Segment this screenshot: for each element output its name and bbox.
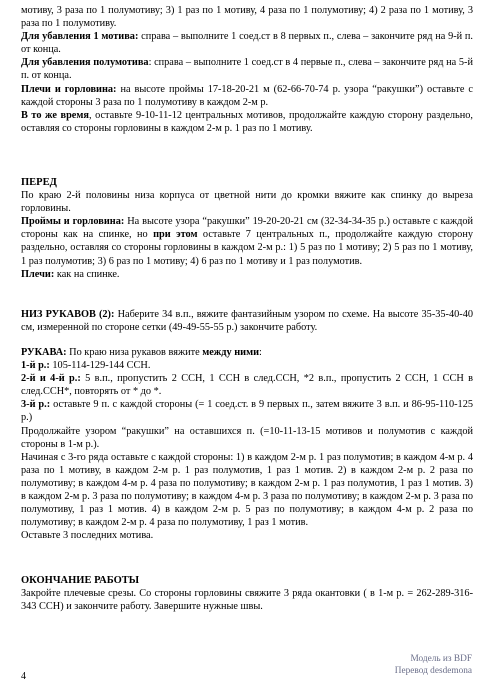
front-intro: По краю 2-й половины низа корпуса от цветной нити до кромки вяжите как спинку до выреза горловины. — [21, 190, 473, 215]
translation-credit: Перевод desdemona — [394, 666, 472, 676]
sleeve-last-paragraph: Оставьте 3 последних мотива. — [21, 530, 154, 542]
half-motif-decrease-label: Для убавления полумотива — [21, 57, 149, 69]
back-section-continued — [21, 4, 473, 135]
front-shoulders-label: Плечи: — [21, 268, 55, 280]
decrease-sequence-tail: мотиву, 3 раза по 1 полумотиву; 3) 1 раз по 1 мотиву, 4 раза по 1 полумотиву; 4) 2 раза по 1 мотиву, 3 раза по 1 полумотиву. — [21, 5, 473, 30]
motif-decrease-paragraph: Для убавления 1 мотива: справа – выполните 1 соед.ст в 8 первых п., слева – закончите ряд на 9-й п. от конца. — [21, 31, 473, 56]
model-source: Модель из BDF — [410, 654, 472, 664]
front-armholes-paragraph: Проймы и горловина: На высоте узора “ракушки” 19-20-20-21 см (32-34-34-35 р.) оставьте с каждой стороны как на спинке, но при этом оставьте 7 центральных п., продолжайте каждую сторону раздельно, оставляя со стороны горловины в каждом 2-м р.: 1) 5 раз по 1 мотиву; 2) 5 раз по 1 мотиву, 1 раз полумотив; 3) 6 раз по 1 мотиву; 4) 6 раз по 1 мотиву и 1 раз полумотив. — [21, 216, 473, 267]
half-motif-decrease-paragraph: Для убавления полумотива: справа – выполните 1 соед.ст в 4 первые п., слева – закончите ряд на 5-й п. от конца. — [21, 57, 473, 82]
front-shoulders-paragraph: Плечи: как на спинке. — [21, 268, 120, 280]
motif-decrease-label: Для убавления 1 мотива: — [21, 31, 139, 43]
front-armholes-label: Проймы и горловина: — [21, 216, 125, 228]
sleeve-row-1: 1-й р.: 105-114-129-144 ССН. — [21, 360, 151, 372]
back-shoulders-paragraph: Плечи и горловина: на высоте проймы 17-18-20-21 м (62-66-70-74 р. узора “ракушки”) оставьте с каждой стороны 3 раза по 1 полумотиву в каждом 2-м р. — [21, 83, 473, 108]
sleeve-row-3: 3-й р.: оставьте 9 п. с каждой стороны (= 1 соед.ст. в 9 первых п., затем вяжите 3 в.п. и 86-95-110-125 р.) — [21, 399, 473, 424]
back-shoulders-label: Плечи и горловина: — [21, 83, 117, 95]
page-number: 4 — [21, 671, 26, 682]
finishing-heading: ОКОНЧАНИЕ РАБОТЫ — [21, 575, 140, 586]
sleeves-heading: РУКАВА: — [21, 347, 67, 358]
sleeve-row-2-4: 2-й и 4-й р.: 5 в.п., пропустить 2 ССН, 1 ССН в след.ССН, *2 в.п., пропустить 2 ССН, 1 ССН в след.ССН*, повторять от * до *. — [21, 373, 474, 398]
credits — [395, 653, 472, 677]
same-time-label: В то же время — [21, 109, 89, 121]
sleeves-section — [21, 346, 473, 542]
front-heading: ПЕРЕД — [21, 177, 57, 188]
sleeve-bottom-paragraph: НИЗ РУКАВОВ (2): Наберите 34 в.п., вяжите фантазийным узором по схеме. На высоте 35-35-40-40 см, измеренной по стороне сетки (49-49-55-55 р.) закончите работу. — [21, 309, 473, 334]
finishing-section — [21, 574, 473, 613]
sleeves-intro-paragraph: РУКАВА: По краю низа рукавов вяжите между ними: — [21, 347, 262, 358]
sleeve-continue-paragraph: Продолжайте узором “ракушки” на оставшихся п. (=10-11-13-15 мотивов и полумотив с каждой стороны в 1-м р.). — [21, 425, 473, 450]
front-section — [21, 176, 473, 281]
same-time-paragraph: В то же время, оставьте 9-10-11-12 центральных мотивов, продолжайте каждую сторону раздельно, оставляя со стороны горловины в каждом 2-м р. 1 раз по 1 мотиву. — [21, 109, 473, 134]
sleeve-bottom-section — [21, 308, 473, 334]
sleeve-decreases-paragraph: Начиная с 3-го ряда оставьте с каждой стороны: 1) в каждом 2-м р. 1 раз полумотив; в каждом 4-м р. 4 раза по 1 мотиву, в каждом 2-м р. 1 раз полумотив, 1 раз 1 мотив. 2) в каждом 2-м р. 2 раза по полумотиву; в каждом 4-м р. 4 раза по полумотиву; в каждом 2-м р. 1 раз полумотив, 1 раз 1 мотив. 3) в каждом 2-м р. 3 раза по полумотиву; в каждом 4-м р. 3 раза по полумотиву; в каждом 2-м р. 3 раза по полумотиву, 1 раз 1 мотив. 4) в каждом 2-м р. 5 раз по полумотиву; в каждом 4-м р. 2 раза по полумотиву; в каждом 2-м р. 4 раза по полумотиву, 1 раз 1 мотив. — [21, 451, 473, 529]
sleeve-bottom-heading: НИЗ РУКАВОВ (2): — [21, 309, 115, 320]
finishing-paragraph: Закройте плечевые срезы. Со стороны горловины свяжите 3 ряда окантовки ( в 1-м р. = 262-289-316-343 ССН) и закончите работу. Завершите нужные швы. — [21, 588, 473, 613]
